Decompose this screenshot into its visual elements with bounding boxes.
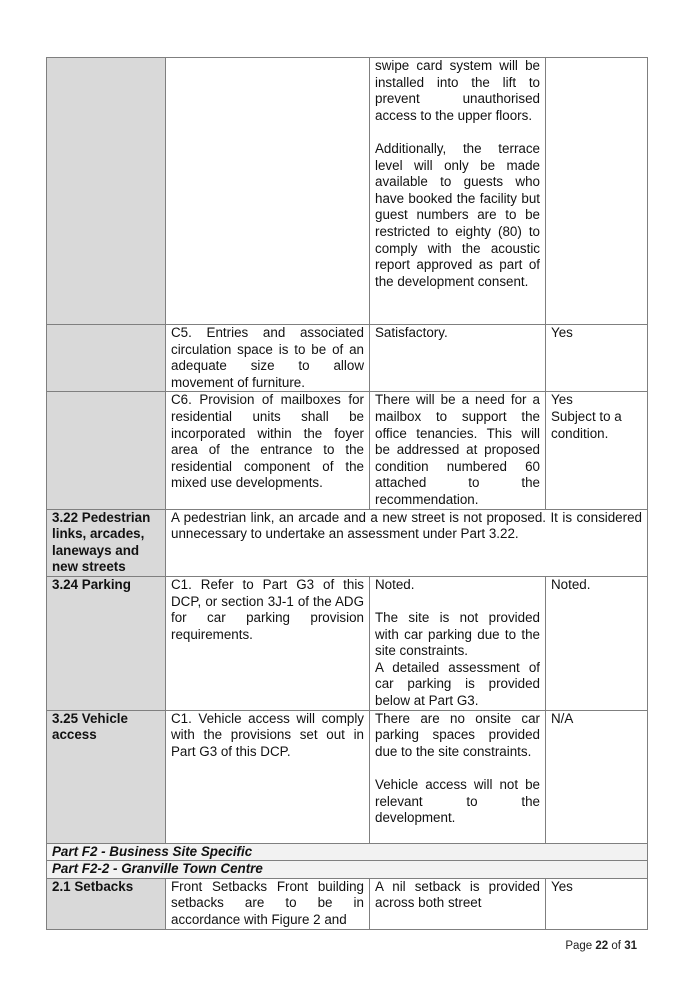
control-cell [47,325,166,392]
complies-line: Subject to a condition. [551,408,622,441]
section-heading: Part F2-2 - Granville Town Centre [47,861,648,879]
proposal-paragraph: Noted. [375,576,415,592]
total-pages: 31 [624,940,637,952]
control-cell: 3.22 Pedestrian links, arcades, laneways and new streets [47,509,166,576]
merged-cell: A pedestrian link, an arcade and a new street is not proposed. It is considered unnecessary to undertake an assessment under Part 3.22. [166,509,648,576]
complies-cell: N/A [546,710,648,843]
page-footer [565,940,637,952]
table-row [47,576,648,710]
complies-cell: Noted. [546,576,648,710]
proposal-cell [370,710,546,843]
complies-cell: Yes [546,878,648,929]
proposal-cell: A nil setback is provided across both street [370,878,546,929]
control-cell [47,58,166,325]
requirement-cell: Front Setbacks Front building setbacks are to be in accordance with Figure 2 and [166,878,370,929]
requirement-cell: C1. Vehicle access will comply with the provisions set out in Part G3 of this DCP. [166,710,370,843]
proposal-paragraph: swipe card system will be installed into the lift to prevent unauthorised access to the upper floors. [375,58,540,123]
section-row [47,861,648,879]
control-cell: 2.1 Setbacks [47,878,166,929]
table-row [47,58,648,325]
complies-cell: Yes [546,325,648,392]
proposal-paragraph: Vehicle access will not be relevant to the development. [375,777,540,826]
compliance-table [46,57,648,930]
requirement-cell: C6. Provision of mailboxes for residential units shall be incorporated within the foyer area of the entrance to the residential component of the mixed use developments. [166,392,370,509]
proposal-cell: Satisfactory. [370,325,546,392]
requirement-cell [166,58,370,325]
page-label: Page [565,940,593,952]
section-row [47,843,648,861]
requirement-cell: C1. Refer to Part G3 of this DCP, or section 3J-1 of the ADG for car parking provision requirements. [166,576,370,710]
complies-cell [546,58,648,325]
page-number: 22 [595,940,609,952]
control-cell [47,392,166,509]
proposal-paragraph: Additionally, the terrace level will only be made available to guests who have booked the facility but guest numbers are to be restricted to eighty (80) to comply with the acoustic report approved as part of the development consent. [375,140,540,289]
control-cell: 3.24 Parking [47,576,166,710]
section-heading: Part F2 - Business Site Specific [47,843,648,861]
requirement-cell: C5. Entries and associated circulation space is to be of an adequate size to allow movement of furniture. [166,325,370,392]
proposal-cell [370,576,546,710]
proposal-paragraph: The site is not provided with car parking due to the site constraints. A detailed assessment of car parking is provided below at Part G3. [375,610,540,709]
table-row [47,392,648,509]
proposal-cell: There will be a need for a mailbox to support the office tenancies. This will be addressed at proposed condition numbered 60 attached to the recommendation. [370,392,546,509]
table-row [47,325,648,392]
proposal-paragraph: There are no onsite car parking spaces provided due to the site constraints. [375,710,540,759]
proposal-cell [370,58,546,325]
table-row [47,509,648,576]
complies-line: Yes [551,392,573,408]
of-label: of [611,940,621,952]
control-cell: 3.25 Vehicle access [47,710,166,843]
table-row [47,710,648,843]
complies-cell [546,392,648,509]
table-row [47,878,648,929]
